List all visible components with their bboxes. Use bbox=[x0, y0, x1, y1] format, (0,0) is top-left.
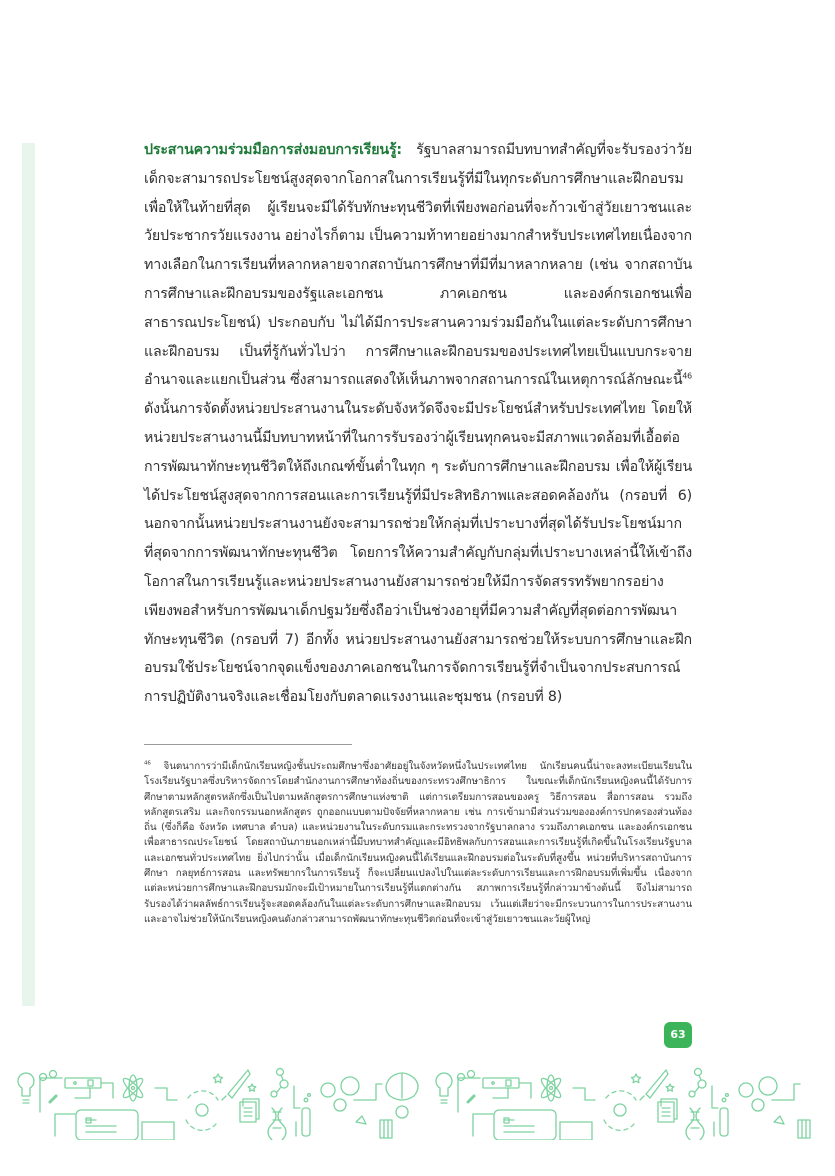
rocket-icon bbox=[222, 1070, 250, 1100]
side-accent-strip bbox=[22, 143, 35, 1006]
lead-heading: ประสานความร่วมมือการส่งมอบการเรียนรู้: bbox=[144, 142, 402, 158]
tablet-icon bbox=[76, 1110, 138, 1140]
circuit-board-icon bbox=[65, 1078, 113, 1098]
dna-icon bbox=[268, 1108, 286, 1140]
footnote-text: จินตนาการว่ามีเด็กนักเรียนหญิงชั้นประถมศึกษาซึ่งอาศัยอยู่ในจังหวัดหนึ่งในประเทศไทย นักเรียนคนนี้น่าจะลงทะเบียนเรียนในโรงเรียนรัฐบาลซึ่งบริหารจัดการโดยสำนักงานการศึกษาท้องถิ่นของกระทรวงศึกษาธิการ ในขณะที่เด็กนักเรียนหญิงคนนี้ได้รับการศึกษาตามหลักสูตรหลักซึ่งเป็นไปตามหลักสูตรการศึกษาแห่งชาติ แต่การเตรียมการสอนของครู วิธีการสอน สื่อการสอน รวมถึง หลักสูตรเสริม และกิจกรรมนอกหลักสูตร ถูกออกแบบตามปัจจัยที่หลากหลาย เช่น การเข้ามามีส่วนร่วมขององค์การปกครองส่วนท้องถิ่น (ซึ่งก็คือ จังหวัด เทศบาล ตำบล) และหน่วยงานในระดับกรมและกระทรวงจากรัฐบาลกลาง รวมถึงภาคเอกชน และองค์กรเอกชนเพื่อสาธารณประโยชน์ โดยสถาบันภายนอกเหล่านี้มีบทบาทสำคัญและมีอิทธิพลกับการสอนและการเรียนรู้ที่เกิดขึ้นในโรงเรียนรัฐบาลและเอกชนทั่วประเทศไทย ยิ่งไปกว่านั้น เมื่อเด็กนักเรียนหญิงคนนี้ได้เรียนและฝึกอบรมต่อในระดับที่สูงขึ้น หน่วยที่บริหารสถาบันการศึกษา กลยุทธ์การสอน และทรัพยากรในการเรียนรู้ ก็จะเปลี่ยนแปลงไปในแต่ละระดับการเรียนและการฝึกอบรมที่เพิ่มขึ้น เนื่องจากแต่ละหน่วยการศึกษาและฝึกอบรมมักจะมีเป้าหมายในการเรียนรู้ที่แตกต่างกัน สภาพการเรียนรู้ที่กล่าวมาข้างต้นนี้ จึงไม่สามารถรับรองได้ว่าผลลัพธ์การเรียนรู้จะสอดคล้องกันในแต่ละระดับการศึกษาและฝึกอบรม เว้นแต่เสียว่าจะมีกระบวนการในการประสานงาน และอาจไม่ช่วยให้นักเรียนหญิงคนดังกล่าวสามารถพัฒนาทักษะทุนชีวิตก่อนที่จะเข้าสู่วัยเยาวชนและวัยผู้ใหญ่ bbox=[144, 761, 692, 925]
footer-pattern-block-2 bbox=[436, 1069, 810, 1141]
test-tube-icon bbox=[720, 1094, 728, 1136]
footer-illustration bbox=[0, 1050, 835, 1140]
documents-icon bbox=[658, 1099, 677, 1122]
main-paragraph bbox=[144, 136, 692, 712]
brain-icon bbox=[386, 1073, 418, 1100]
gears-cluster-icon bbox=[739, 1077, 777, 1111]
footnote bbox=[144, 759, 692, 927]
gear-orbit-icon bbox=[604, 1091, 636, 1130]
gears-icon bbox=[458, 1071, 475, 1081]
stars-icon bbox=[214, 1074, 256, 1091]
rocket-icon bbox=[640, 1070, 668, 1100]
dna-icon bbox=[686, 1108, 704, 1140]
atom-icon bbox=[121, 1075, 145, 1101]
circuit-board-icon bbox=[483, 1078, 531, 1098]
footer-pattern-block-1 bbox=[18, 1069, 418, 1141]
tablet-icon bbox=[494, 1110, 556, 1140]
gear-orbit-icon bbox=[186, 1091, 218, 1130]
page-number-badge: 63 bbox=[664, 1022, 692, 1048]
paragraph-text-part2: ดังนั้นการจัดตั้งหน่วยประสานงานในระดับจังหวัดจึงจะมีประโยชน์สำหรับประเทศไทย โดยให้หน่วยประสานงานนี้มีบทบาทหน้าที่ในการรับรองว่าผู้เรียนทุกคนจะมีสภาพแวดล้อมที่เอื้อต่อการพัฒนาทักษะทุนชีวิตให้ถึงเกณฑ์ขั้นต่ำในทุก ๆ ระดับการศึกษาและฝึกอบรม เพื่อให้ผู้เรียนได้ประโยชน์สูงสุดจากการสอนและการเรียนรู้ที่มีประสิทธิภาพและสอดคล้องกัน (กรอบที่ 6) นอกจากนั้นหน่วยประสานงานยังจะสามารถช่วยให้กลุ่มที่เปราะบางที่สุดได้รับประโยชน์มากที่สุดจากการพัฒนาทักษะทุนชีวิต โดยการให้ความสำคัญกับกลุ่มที่เปราะบางเหล่านี้ให้เข้าถึงโอกาสในการเรียนรู้และหน่วยประสานงานยังสามารถช่วยให้มีการจัดสรรทรัพยากรอย่างเพียงพอสำหรับการพัฒนาเด็กปฐมวัยซึ่งถือว่าเป็นช่วงอายุที่มีความสำคัญที่สุดต่อการพัฒนาทักษะทุนชีวิต (กรอบที่ 7) อีกทั้ง หน่วยประสานงานยังสามารถช่วยให้ระบบการศึกษาและฝึกอบรมใช้ประโยชน์จากจุดแข็งของภาคเอกชนในการจัดการเรียนรู้ที่จำเป็นจากประสบการณ์การปฏิบัติงานจริงและเชื่อมโยงกับตลาดแรงงานและชุมชน (กรอบที่ 8) bbox=[144, 401, 692, 706]
gears-icon bbox=[40, 1071, 57, 1081]
molecule-icon bbox=[689, 1069, 706, 1098]
test-tube-icon bbox=[302, 1094, 310, 1136]
lightbulb-icon bbox=[18, 1073, 34, 1103]
footnote-divider bbox=[144, 744, 352, 745]
paragraph-text-part1: รัฐบาลสามารถมีบทบาทสำคัญที่จะรับรองว่าวัยเด็กจะสามารถประโยชน์สูงสุดจากโอกาสในการเรียนรู้ที่มีในทุกระดับการศึกษาและฝึกอบรม เพื่อให้ในท้ายที่สุด ผู้เรียนจะมีได้รับทักษะทุนชีวิตที่เพียงพอก่อนที่จะก้าวเข้าสู่วัยเยาวชนและวัยประชากรวัยแรงงาน อย่างไรก็ตาม เป็นความท้าทายอย่างมากสำหรับประเทศไทยเนื่องจากทางเลือกในการเรียนที่หลากหลายจากสถาบันการศึกษาที่มีที่มาหลากหลาย (เช่น จากสถาบันการศึกษาและฝึกอบรมของรัฐและเอกชน ภาคเอกชน และองค์กรเอกชนเพื่อสาธารณประโยชน์) ประกอบกับ ไม่ได้มีการประสานความร่วมมือกันในแต่ละระดับการศึกษาและฝึกอบรม เป็นที่รู้กันทั่วไปว่า การศึกษาและฝึกอบรมของประเทศไทยเป็นแบบกระจายอำนาจและแยกเป็นส่วน ซึ่งสามารถแสดงให้เห็นภาพจากสถานการณ์ในเหตุการณ์ลักษณะนี้ bbox=[144, 142, 692, 389]
lightbulb-icon bbox=[436, 1073, 452, 1103]
documents-icon bbox=[240, 1099, 259, 1122]
gears-cluster-icon bbox=[321, 1077, 359, 1111]
molecule-icon bbox=[271, 1069, 288, 1098]
atom-icon bbox=[539, 1075, 563, 1101]
stars-icon bbox=[632, 1074, 674, 1091]
footnote-reference[interactable]: 46 bbox=[682, 371, 692, 381]
footnote-number: 46 bbox=[144, 760, 151, 767]
